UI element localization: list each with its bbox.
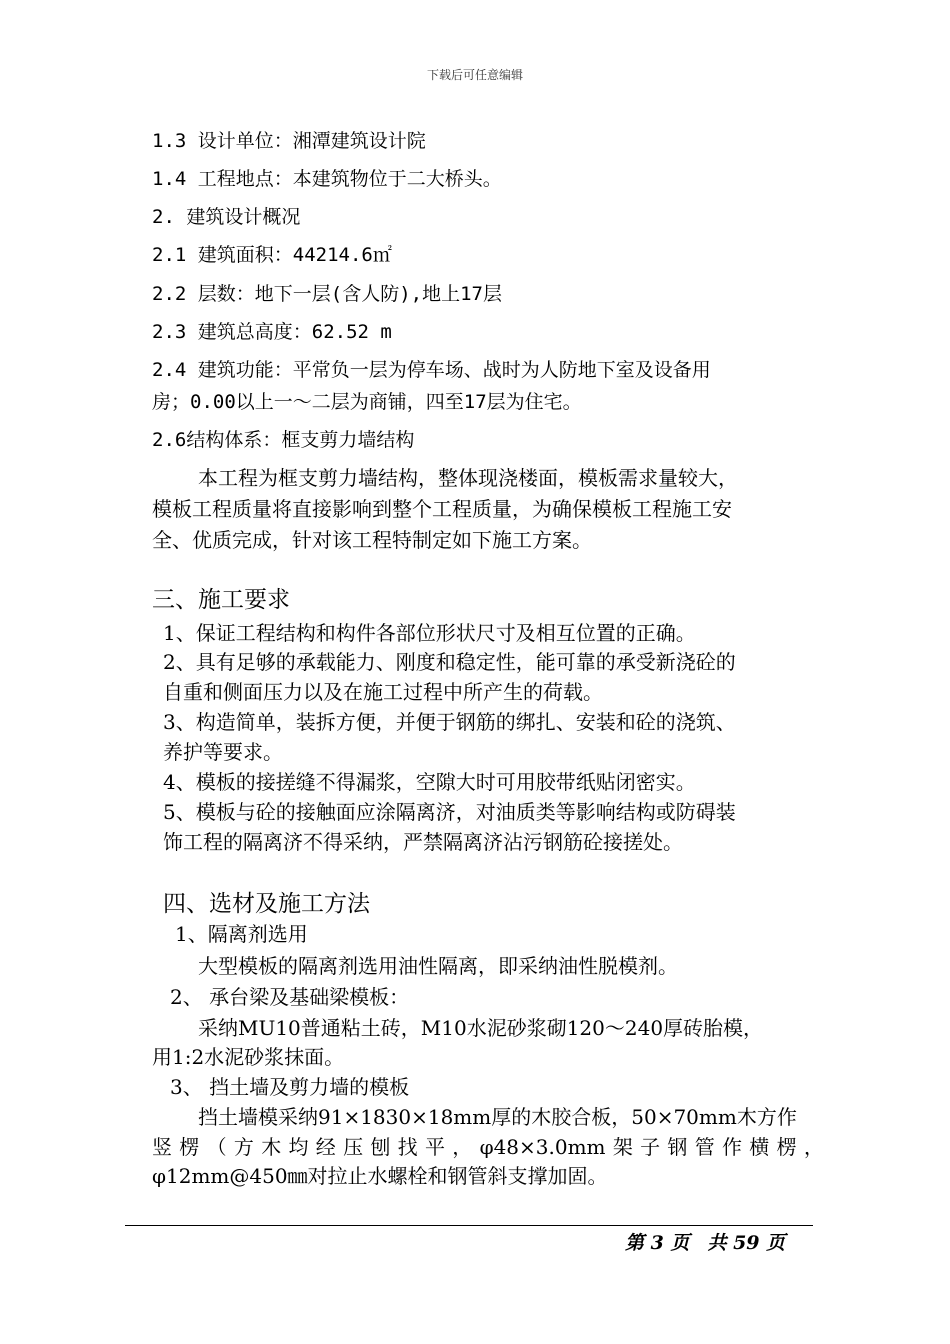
requirement-4: 4、模板的接搓缝不得漏浆，空隙大时可用胶带纸贴闭密实。: [163, 770, 696, 794]
subsection-retaining-wall: 3、 挡土墙及剪力墙的模板: [170, 1075, 410, 1099]
text-char: φ48×3.0mm: [479, 1135, 606, 1159]
text-char: 均: [288, 1135, 309, 1159]
building-function-line-2: 房；0.00以上一～二层为商铺，四至17层为住宅。: [152, 391, 582, 413]
requirement-3-line-2: 养护等要求。: [163, 740, 283, 764]
page-total: 共 59 页: [707, 1232, 786, 1254]
text-char: 楞: [179, 1135, 200, 1159]
requirement-2-line-2: 自重和侧面压力以及在施工过程中所产生的荷载。: [163, 680, 603, 704]
text-char: 找: [397, 1135, 418, 1159]
text-char: 楞: [776, 1135, 797, 1159]
cap-beam-text-line-1: 采纳MU10普通粘土砖，M10水泥砂浆砌120～240厚砖胎模，: [198, 1016, 764, 1040]
retaining-wall-text-line-3: φ12mm@450㎜对拉止水螺栓和钢管斜支撑加固。: [152, 1164, 608, 1188]
subsection-cap-beam: 2、 承台梁及基础梁模板：: [170, 985, 410, 1009]
text-char: 经: [315, 1135, 336, 1159]
text-char: 子: [640, 1135, 661, 1159]
floors-line: 2.2 层数：地下一层(含人防),地上17层: [152, 283, 502, 305]
requirement-5-line-2: 饰工程的隔离济不得采纳，严禁隔离济沾污钢筋砼接搓处。: [163, 830, 683, 854]
page-number: [625, 1228, 785, 1255]
text-char: 竖: [152, 1135, 172, 1159]
cap-beam-text-line-2: 用1:2水泥砂浆抹面。: [152, 1045, 345, 1069]
text-char: 方: [233, 1135, 254, 1159]
text-char: 钢: [667, 1135, 688, 1159]
building-function-line-1: 2.4 建筑功能：平常负一层为停车场、战时为人防地下室及设备用: [152, 359, 711, 381]
footer-divider: [125, 1225, 813, 1226]
section-heading-2: 2. 建筑设计概况: [152, 206, 301, 228]
building-area-line: 2.1 建筑面积：44214.6㎡: [152, 244, 392, 266]
design-unit-line: 1.3 设计单位：湘潭建筑设计院: [152, 130, 426, 152]
text-char: ，: [803, 1135, 824, 1159]
building-height-line: 2.3 建筑总高度：62.52 m: [152, 321, 392, 343]
text-char: 架: [612, 1135, 633, 1159]
text-char: 刨: [370, 1135, 391, 1159]
release-agent-text: 大型模板的隔离剂选用油性隔离，即采纳油性脱模剂。: [198, 954, 678, 978]
text-char: 横: [749, 1135, 770, 1159]
requirement-5-line-1: 5、模板与砼的接触面应涂隔离济，对油质类等影响结构或防碍装: [163, 800, 736, 824]
project-location-line: 1.4 工程地点：本建筑物位于二大桥头。: [152, 168, 502, 190]
section-heading-3: 三、施工要求: [152, 587, 290, 613]
text-char: ，: [452, 1135, 473, 1159]
header-note: 下载后可任意编辑: [426, 68, 523, 82]
intro-paragraph-line-3: 全、优质完成，针对该工程特制定如下施工方案。: [152, 528, 592, 552]
retaining-wall-text-line-1: 挡土墙模采纳91×1830×18mm厚的木胶合板，50×70mm木方作: [198, 1105, 797, 1129]
structure-system-line: 2.6结构体系：框支剪力墙结构: [152, 429, 415, 451]
intro-paragraph-line-1: 本工程为框支剪力墙结构，整体现浇楼面，模板需求量较大，: [198, 466, 738, 490]
subsection-release-agent: 1、隔离剂选用: [175, 922, 308, 946]
text-char: 管: [694, 1135, 715, 1159]
text-char: 木: [261, 1135, 282, 1159]
requirement-1: 1、保证工程结构和构件各部位形状尺寸及相互位置的正确。: [163, 621, 696, 645]
intro-paragraph-line-2: 模板工程质量将直接影响到整个工程质量，为确保模板工程施工安: [152, 497, 732, 521]
requirement-2-line-1: 2、具有足够的承载能力、刚度和稳定性，能可靠的承受新浇砼的: [163, 650, 736, 674]
section-heading-4: 四、选材及施工方法: [163, 891, 370, 917]
page-current: 第 3 页: [625, 1232, 690, 1254]
requirement-3-line-1: 3、构造简单，装拆方便，并便于钢筋的绑扎、安装和砼的浇筑、: [163, 710, 736, 734]
text-char: 平: [424, 1135, 445, 1159]
text-char: 压: [343, 1135, 364, 1159]
text-char: 作: [722, 1135, 742, 1159]
text-char: （: [206, 1135, 227, 1159]
retaining-wall-text-line-2: [152, 1134, 824, 1160]
